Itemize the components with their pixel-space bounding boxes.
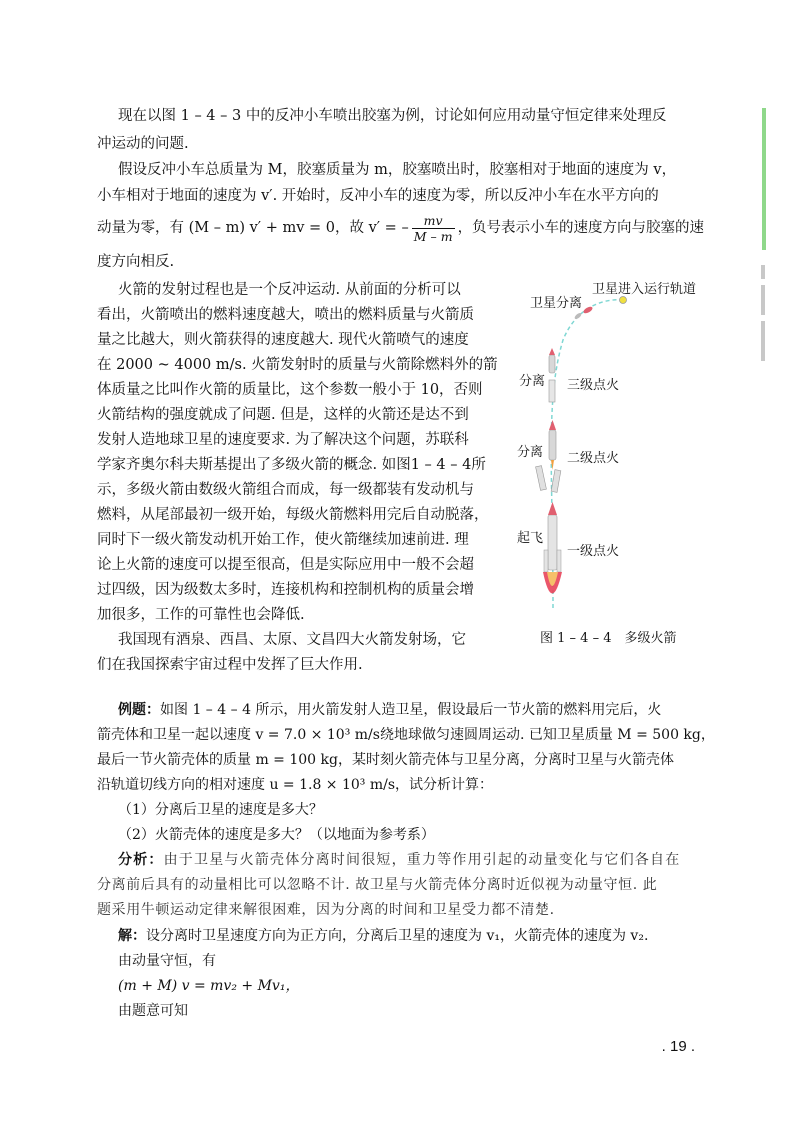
analysis-title: 分析： [118,852,164,868]
rocket-line-6: 火箭结构的强度就成了问题. 但是，这样的火箭还是达不到 [97,407,469,423]
page-number: . 19 . [661,1038,695,1055]
solution-equation: (m + M) v = mv₂ + Mv₁， [118,978,300,994]
rocket-line-4: 在 2000 ~ 4000 m/s. 火箭发射时的质量与火箭除燃料外的箭 [97,357,498,373]
rocket-line-14: 加很多，工作的可靠性也会降低. [97,607,305,623]
margin-accent-bar [762,108,766,250]
label-stage-1-ignition: 一级点火 [567,544,620,559]
intro-line-2: 冲运动的问题. [97,136,189,152]
third-stage-rocket-icon [549,348,555,402]
rocket-line-9: 示，多级火箭由数级火箭组合而成，每一级都装有发动机与 [97,482,474,498]
label-liftoff: 起飞 [517,531,544,546]
equation-suffix: ，负号表示小车的速度方向与胶塞的速 [457,220,705,236]
rocket-line-1: 火箭的发射过程也是一个反冲运动. 从前面的分析可以 [118,282,461,298]
rocket-line-12: 论上火箭的速度可以提至很高，但是实际应用中一般不会超 [97,557,474,573]
intro-line-4: 小车相对于地面的速度为 v′. 开始时，反冲小车的速度为零，所以反冲小车在水平方向的 [97,188,659,204]
example-line-4: 沿轨道切线方向的相对速度 u = 1.8 × 10³ m/s，试分析计算： [97,777,494,793]
rocket-line-15: 我国现有酒泉、西昌、太原、文昌四大火箭发射场，它 [118,632,466,648]
solution-title: 解： [118,928,146,944]
label-satellite-separation: 卫星分离 [530,296,583,311]
intro-line-last: 度方向相反. [97,254,175,270]
example-title: 例题： [118,702,160,718]
intro-equation-line [97,210,704,246]
rocket-line-10: 燃料，从尾部最初一级开始，每级火箭燃料用完后自动脱落， [97,507,489,523]
intro-line-3: 假设反冲小车总质量为 M，胶塞质量为 m，胶塞喷出时，胶塞相对于地面的速度为 v， [118,162,677,178]
rocket-line-7: 发射人造地球卫星的速度要求. 为了解决这个问题，苏联科 [97,432,469,448]
example-line-2: 箭壳体和卫星一起以速度 v = 7.0 × 10³ m/s绕地球做匀速圆周运动. 已知卫星质量 M = 500 kg， [97,727,715,743]
example-text-1: 如图 1 – 4 – 4 所示，用火箭发射人造卫星，假设最后一节火箭的燃料用完后，火 [160,702,662,718]
figure-caption: 图 1 – 4 – 4 多级火箭 [540,631,677,646]
analysis-line-3: 题采用牛顿运动定律来解很困难，因为分离的时间和卫星受力都不清楚. [97,902,555,918]
label-stage-2-ignition: 二级点火 [567,451,620,466]
margin-marks [758,265,768,375]
solution-text-1: 设分离时卫星速度方向为正方向，分离后卫星的速度为 v₁，火箭壳体的速度为 v₂. [146,928,649,944]
rocket-line-3: 量之比越大，则火箭获得的速度越大. 现代火箭喷气的速度 [97,332,469,348]
fraction-numerator: mv [412,213,455,229]
example-line-3: 最后一节火箭壳体的质量 m = 100 kg，某时刻火箭壳体与卫星分离，分离时卫星与火箭壳体 [97,752,674,768]
analysis-line-1 [118,850,680,870]
label-separation-2: 分离 [517,445,544,460]
equation-prefix: 动量为零，有 (M – m) v′ + mv = 0，故 v′ = – [97,220,409,236]
example-line-1 [118,700,661,720]
rocket-line-11: 同时下一级火箭发动机开始工作，使火箭继续加速前进. 理 [97,532,469,548]
rocket-line-13: 过四级，因为级数太多时，连接机构和控制机构的质量会增 [97,582,474,598]
fraction-denominator: M – m [413,228,453,244]
intro-line-1: 现在以图 1 – 4 – 3 中的反冲小车喷出胶塞为例，讨论如何应用动量守恒定律来处理反 [118,108,667,124]
rocket-line-5: 体质量之比叫作火箭的质量比，这个参数一般小于 10，否则 [97,382,483,398]
rocket-line-2: 看出，火箭喷出的燃料速度越大，喷出的燃料质量与火箭质 [97,307,474,323]
orbit-satellite-icon [620,297,627,304]
solution-line-1 [118,926,648,946]
example-question-1: （1）分离后卫星的速度是多大？ [118,802,323,818]
label-separation-1: 分离 [519,374,546,389]
rocket-line-16: 们在我国探索宇宙过程中发挥了巨大作用. [97,657,363,673]
label-stage-3-ignition: 三级点火 [567,378,620,393]
launch-rocket-icon [543,502,562,594]
solution-line-2: 由动量守恒，有 [118,953,216,969]
label-orbit: 卫星进入运行轨道 [592,282,697,297]
solution-line-4: 由题意可知 [118,1003,188,1019]
example-question-2: （2）火箭壳体的速度是多大？（以地面为参考系） [118,827,435,843]
analysis-line-2: 分离前后具有的动量相比可以忽略不计. 故卫星与火箭壳体分离时近似视为动量守恒. 此 [97,877,658,893]
analysis-text-1: 由于卫星与火箭壳体分离时间很短，重力等作用引起的动量变化与它们各自在 [163,852,681,868]
fraction [412,213,455,244]
rocket-line-8: 学家齐奥尔科夫斯基提出了多级火箭的概念. 如图1 – 4 – 4所 [97,457,486,473]
